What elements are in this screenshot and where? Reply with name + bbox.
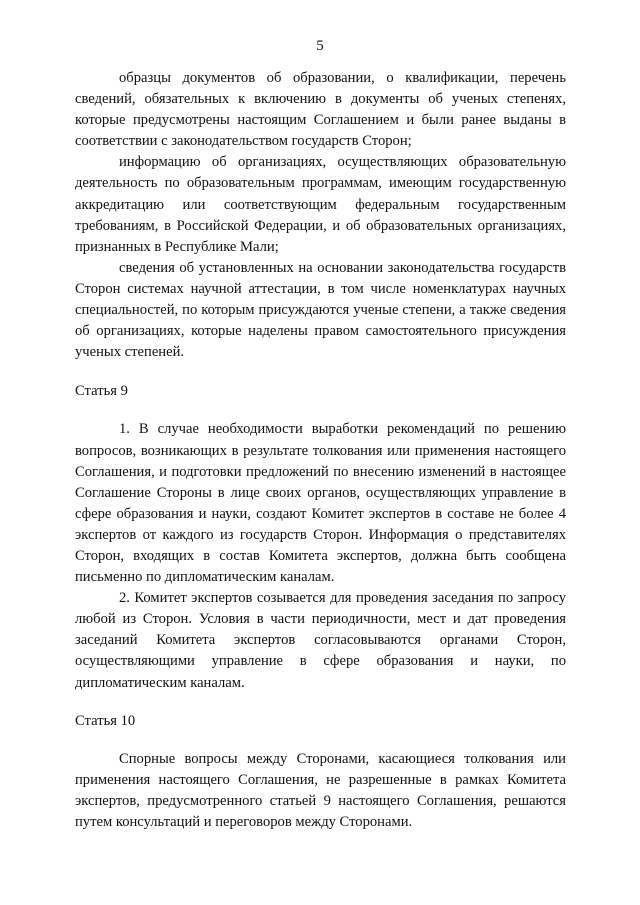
paragraph-attestation-info: сведения об установленных на основании законодательства государств Сторон системах научной аттестации, в том числе номенклатурах научных специальностей, по которым присуждаются ученые степени, а также сведения об организациях, которые наделены правом самостоятельного присуждения ученых степеней. [75, 259, 566, 361]
article-9-paragraph-2: 2. Комитет экспертов созывается для проведения заседания по запросу любой из Сторон. Условия в части периодичности, мест и дат проведения заседаний Комитета экспертов согласовываются органами Сторон, осуществляющими управление в сфере образования и науки, по дипломатическим каналам. [75, 590, 566, 691]
article-9-paragraph-1: 1. В случае необходимости выработки рекомендаций по решению вопросов, возникающих в результате толкования или применения настоящего Соглашения, и подготовки предложений по внесению изменений в настоящее Соглашение Стороны в лице своих органов, осуществляющих управление в сфере образования и науки, создают Комитет экспертов в составе не более 4 экспертов от каждого из государств Сторон. Информация о представителях Сторон, входящих в состав Комитета экспертов, должна быть сообщена письменно по дипломатическим каналам. [75, 421, 566, 586]
article-10-title: Статья 10 [75, 712, 136, 729]
page-number: 5 [316, 38, 324, 54]
paragraph-organizations-info: информацию об организациях, осуществляющих образовательную деятельность по образовательным программам, имеющим государственную аккредитацию или соответствующим федеральным государственным требованиям, в Российской Федерации, и об образовательных организациях, признанных в Республике Мали; [75, 154, 566, 255]
article-10-paragraph-1: Спорные вопросы между Сторонами, касающиеся толкования или применения настоящего Соглашения, не разрешенные в рамках Комитета экспертов, предусмотренного статьей 9 настоящего Соглашения, решаются путем консультаций и переговоров между Сторонами. [75, 750, 566, 830]
paragraph-document-samples: образцы документов об образовании, о квалификации, перечень сведений, обязательных к включению в документы об ученых степенях, которые предусмотрены настоящим Соглашением и были ранее выданы в соответствии с законодательством государств Сторон; [75, 70, 566, 150]
article-9-title: Статья 9 [75, 383, 128, 400]
document-body [75, 68, 566, 833]
